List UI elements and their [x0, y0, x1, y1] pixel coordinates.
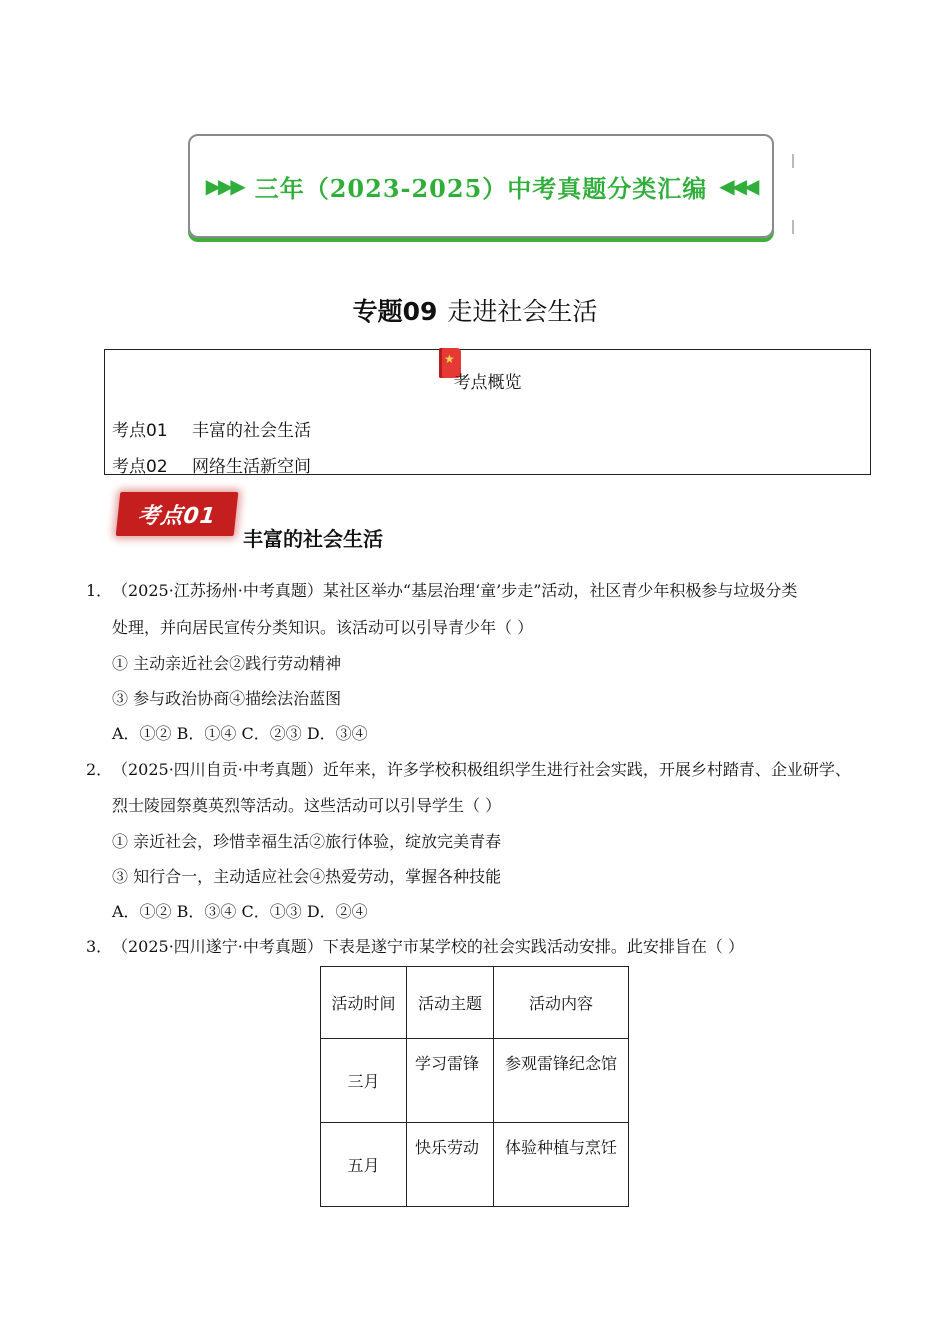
question-option: ① 主动亲近社会②践行劳动精神: [112, 654, 342, 673]
section-badge: [116, 492, 239, 536]
table-header-row: [321, 967, 629, 1039]
margin-mark: [792, 220, 794, 234]
banner-right-arrows-icon: ◀◀◀: [719, 174, 757, 198]
table-header-cell: 活动内容: [494, 967, 629, 1039]
question-option: ③ 知行合一，主动适应社会④热爱劳动，掌握各种技能: [112, 867, 502, 886]
question-number: 3．: [86, 937, 113, 956]
overview-heading: 考点概览: [453, 373, 522, 393]
table-cell: 参观雷锋纪念馆: [494, 1039, 629, 1123]
overview-item-number: 考点02: [112, 457, 168, 477]
table-header-cell: 活动主题: [407, 967, 494, 1039]
table-cell: 快乐劳动: [407, 1123, 494, 1207]
overview-item-label: 丰富的社会生活: [192, 421, 311, 441]
question-stem: 处理，并向居民宣传分类知识。该活动可以引导青少年（ ）: [112, 618, 534, 637]
table-cell: 体验种植与烹饪: [494, 1123, 629, 1207]
topic-name: 走进社会生活: [447, 297, 598, 326]
section-title: 丰富的社会生活: [243, 527, 383, 551]
table-row: [321, 1039, 629, 1123]
margin-mark: [792, 154, 794, 168]
series-banner: [188, 134, 774, 238]
question-stem: （2025·四川遂宁·中考真题）下表是遂宁市某学校的社会实践活动安排。此安排旨在（ ）: [112, 937, 744, 956]
overview-item[interactable]: [112, 416, 311, 441]
question-choices: A．①② B．③④ C．①③ D．②④: [112, 902, 368, 921]
table-cell: 五月: [321, 1123, 407, 1207]
overview-item[interactable]: [112, 452, 311, 477]
banner-title: 三年（2023-2025）中考真题分类汇编: [254, 173, 708, 203]
question-number: 1．: [86, 581, 113, 600]
question-choices: A．①② B．①④ C．②③ D．③④: [112, 724, 368, 743]
overview-box: [104, 349, 871, 475]
question-stem: （2025·四川自贡·中考真题）近年来，许多学校积极组织学生进行社会实践，开展乡村踏青、企业研学、: [112, 760, 851, 779]
question-option: ① 亲近社会，珍惜幸福生活②旅行体验，绽放完美青春: [112, 832, 502, 851]
banner-left-arrows-icon: ▶▶▶: [205, 174, 243, 198]
section-badge-label: 考点01: [136, 503, 218, 529]
table-cell: 三月: [321, 1039, 407, 1123]
activity-table: [320, 966, 629, 1207]
topic-number: 专题09: [352, 297, 438, 326]
question-stem: （2025·江苏扬州·中考真题）某社区举办“基层治理‘童’步走”活动，社区青少年积极参与垃圾分类: [112, 581, 798, 600]
overview-item-label: 网络生活新空间: [192, 457, 311, 477]
question-stem: 烈士陵园祭奠英烈等活动。这些活动可以引导学生（ ）: [112, 796, 502, 815]
overview-item-number: 考点01: [112, 421, 168, 441]
question-option: ③ 参与政治协商④描绘法治蓝图: [112, 689, 342, 708]
table-header-cell: 活动时间: [321, 967, 407, 1039]
table-cell: 学习雷锋: [407, 1039, 494, 1123]
page-title: [0, 292, 950, 328]
table-row: [321, 1123, 629, 1207]
question-number: 2．: [86, 760, 113, 779]
